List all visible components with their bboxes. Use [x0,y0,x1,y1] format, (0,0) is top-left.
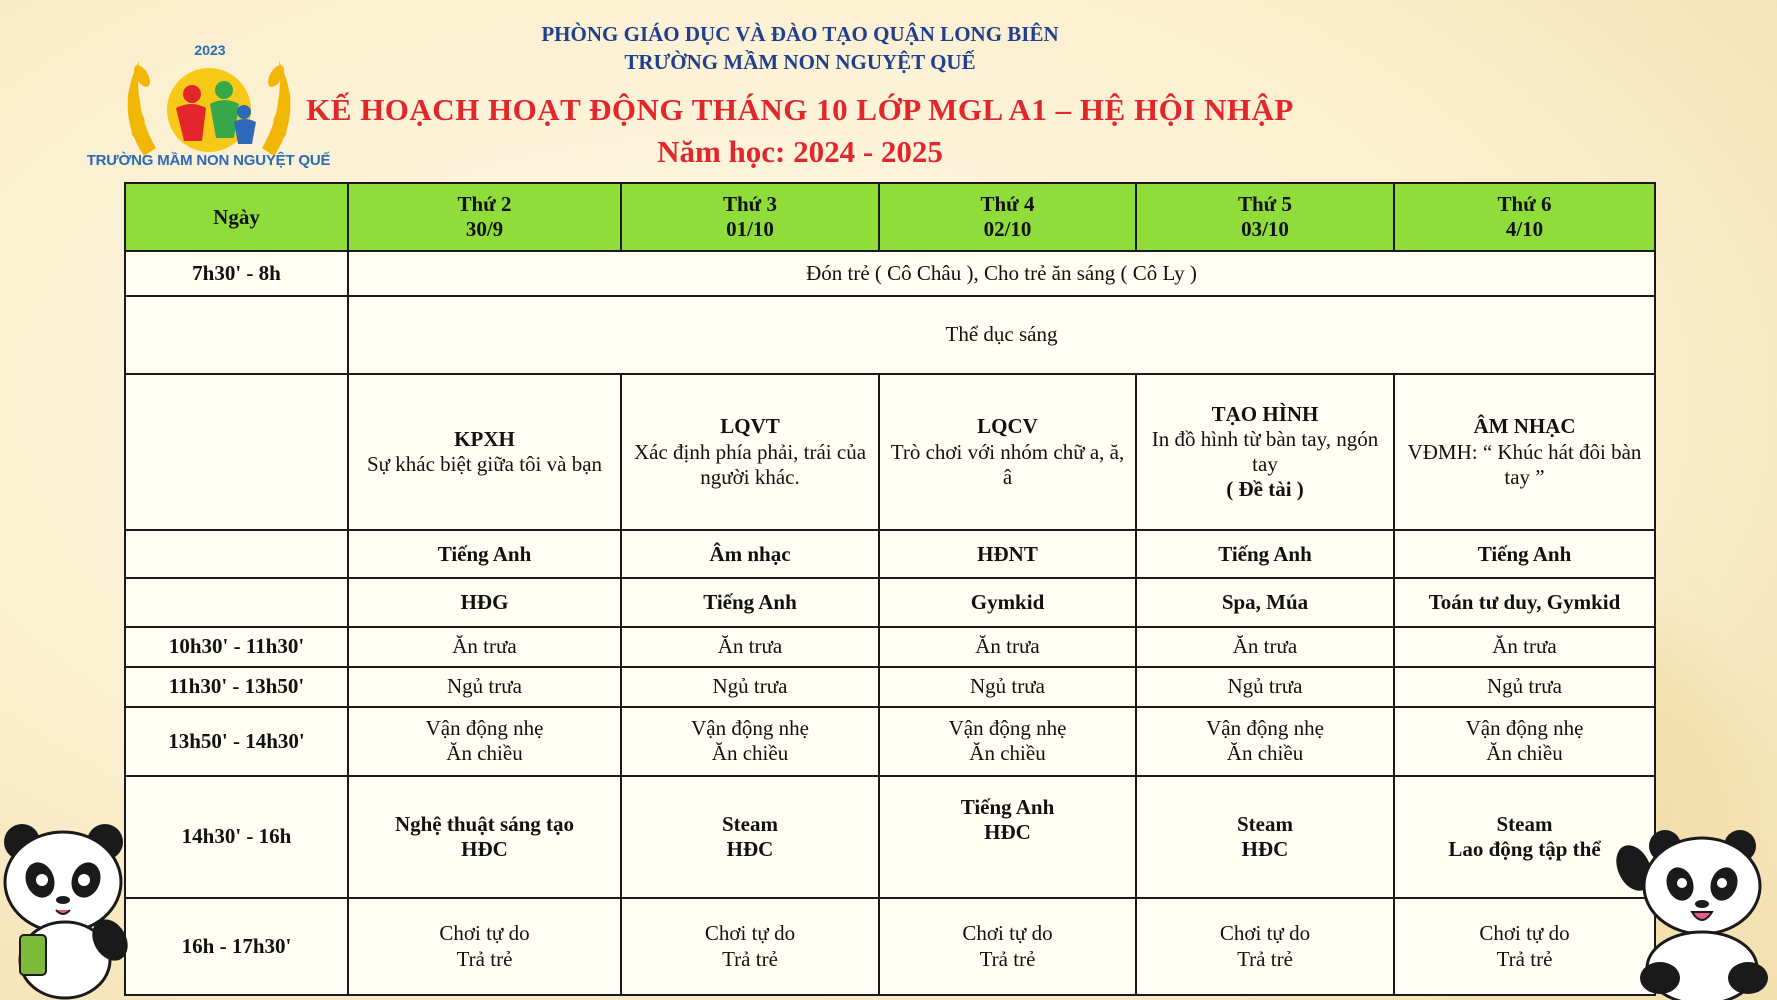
time-cell [125,296,348,374]
lesson-cell: LQVT Xác định phía phải, trái của người khác. [621,374,879,530]
pickup-cell: Chơi tự do Trả trẻ [621,898,879,995]
pickup-cell: Chơi tự do Trả trẻ [348,898,621,995]
panda-left-icon [0,820,150,1000]
time-cell: 16h - 17h30' [125,898,348,995]
nap-cell: Ngủ trưa [348,667,621,707]
page-title: KẾ HOẠCH HOẠT ĐỘNG THÁNG 10 LỚP MGL A1 – HỆ HỘI NHẬP [306,92,1294,127]
activity-cell: Tiếng Anh [348,530,621,578]
lunch-cell: Ăn trưa [348,627,621,667]
afternoon-cell: Tiếng Anh HĐC [879,776,1136,899]
lesson-cell: LQCV Trò chơi với nhóm chữ a, ă, â [879,374,1136,530]
snack-cell: Vận động nhẹ Ăn chiều [879,707,1136,775]
panda-right-icon [1610,828,1777,1000]
activity-cell: Tiếng Anh [621,578,879,626]
pickup-cell: Chơi tự do Trả trẻ [1136,898,1394,995]
snack-cell: Vận động nhẹ Ăn chiều [348,707,621,775]
lunch-cell: Ăn trưa [1136,627,1394,667]
lunch-cell: Ăn trưa [621,627,879,667]
afternoon-cell: Steam HĐC [621,776,879,899]
activity-cell: Gymkid [879,578,1136,626]
time-cell: 14h30' - 16h [125,776,348,899]
activity-cell: Tiếng Anh [1394,530,1655,578]
table-row [125,251,1655,295]
snack-cell: Vận động nhẹ Ăn chiều [1394,707,1655,775]
table-row [125,374,1655,530]
activity-plan-table [124,182,1656,996]
time-cell: 11h30' - 13h50' [125,667,348,707]
day-header-mon: Thứ 2 30/9 [348,183,621,251]
logo-school-name: TRƯỜNG MẦM NON NGUYỆT QUẾ [86,152,331,169]
snack-cell: Vận động nhẹ Ăn chiều [621,707,879,775]
time-cell: 13h50' - 14h30' [125,707,348,775]
nap-cell: Ngủ trưa [1394,667,1655,707]
arrival-cell: Đón trẻ ( Cô Châu ), Cho trẻ ăn sáng ( Cô Ly ) [348,251,1655,295]
table-row [125,667,1655,707]
lesson-cell: TẠO HÌNH In đồ hình từ bàn tay, ngón tay ( Đề tài ) [1136,374,1394,530]
pickup-cell: Chơi tự do Trả trẻ [1394,898,1655,995]
activity-cell: HĐG [348,578,621,626]
snack-cell: Vận động nhẹ Ăn chiều [1136,707,1394,775]
day-header-wed: Thứ 4 02/10 [879,183,1136,251]
lesson-cell: ÂM NHẠC VĐMH: “ Khúc hát đôi bàn tay ” [1394,374,1655,530]
time-cell: 10h30' - 11h30' [125,627,348,667]
activity-cell: Tiếng Anh [1136,530,1394,578]
school-name: TRƯỜNG MẦM NON NGUYỆT QUẾ [624,50,976,74]
logo-year: 2023 [194,42,226,58]
table-row [125,707,1655,775]
pickup-cell: Chơi tự do Trả trẻ [879,898,1136,995]
lunch-cell: Ăn trưa [879,627,1136,667]
table-row [125,627,1655,667]
nap-cell: Ngủ trưa [1136,667,1394,707]
table-row [125,776,1655,899]
afternoon-cell: Nghệ thuật sáng tạo HĐC [348,776,621,899]
lesson-cell: KPXH Sự khác biệt giữa tôi và bạn [348,374,621,530]
lunch-cell: Ăn trưa [1394,627,1655,667]
exercise-cell: Thể dục sáng [348,296,1655,374]
time-cell [125,530,348,578]
nap-cell: Ngủ trưa [621,667,879,707]
afternoon-cell: Steam Lao động tập thể [1394,776,1655,899]
time-cell [125,578,348,626]
school-year: Năm học: 2024 - 2025 [657,134,943,169]
activity-cell: Toán tư duy, Gymkid [1394,578,1655,626]
activity-cell: Âm nhạc [621,530,879,578]
day-header-thu: Thứ 5 03/10 [1136,183,1394,251]
day-header-fri: Thứ 6 4/10 [1394,183,1655,251]
department-name: PHÒNG GIÁO DỤC VÀ ĐÀO TẠO QUẬN LONG BIÊN [541,22,1059,46]
activity-cell: HĐNT [879,530,1136,578]
afternoon-cell: Steam HĐC [1136,776,1394,899]
day-header: Ngày [125,183,348,251]
nap-cell: Ngủ trưa [879,667,1136,707]
table-row [125,530,1655,578]
table-row [125,578,1655,626]
time-cell [125,374,348,530]
day-header-tue: Thứ 3 01/10 [621,183,879,251]
activity-cell: Spa, Múa [1136,578,1394,626]
time-cell: 7h30' - 8h [125,251,348,295]
table-row [125,296,1655,374]
table-header-row [125,183,1655,251]
table-row [125,898,1655,995]
